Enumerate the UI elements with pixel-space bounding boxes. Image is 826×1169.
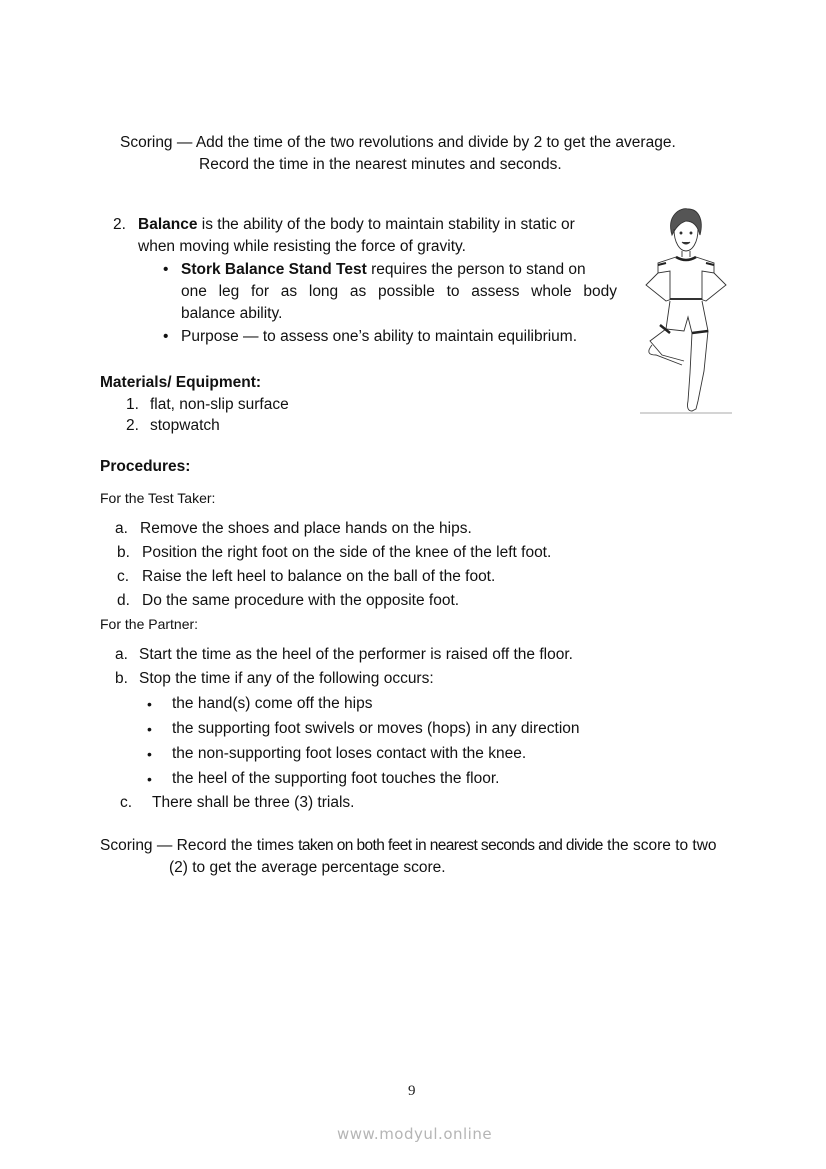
balance-definition-line-1 — [138, 216, 575, 234]
final-scoring-text-1b: taken on both feet in nearest seconds and divide — [298, 837, 603, 854]
test-taker-step-b: Position the right foot on the side of the knee of the left foot. — [142, 544, 552, 561]
partner-label: For the Partner: — [100, 616, 199, 632]
materials-item-1-number: 1. — [126, 396, 139, 413]
final-scoring-label: Scoring — — [100, 837, 177, 854]
test-taker-step-b-letter: b. — [117, 544, 130, 561]
stork-test-text-1: requires the person to stand on — [366, 261, 586, 278]
page-number: 9 — [408, 1083, 416, 1099]
balance-definition-line-2: when moving while resisting the force of gravity. — [138, 238, 466, 255]
test-taker-step-d: Do the same procedure with the opposite foot. — [142, 592, 460, 609]
stork-test-line-2: one leg for as long as possible to assess whole body — [181, 283, 617, 300]
stop-condition-4: the heel of the supporting foot touches the floor. — [172, 770, 500, 787]
test-taker-step-a: Remove the shoes and place hands on the hips. — [140, 520, 472, 537]
stork-balance-figure-illustration — [636, 205, 736, 420]
intro-scoring-label: Scoring — — [120, 134, 196, 151]
partner-step-a: Start the time as the heel of the performer is raised off the floor. — [139, 646, 573, 663]
bullet-icon: • — [147, 696, 152, 712]
balance-term: Balance — [138, 216, 198, 233]
materials-item-2-number: 2. — [126, 417, 139, 434]
stop-condition-1: the hand(s) come off the hips — [172, 695, 373, 712]
bullet-icon: • — [147, 746, 152, 762]
test-taker-step-c-letter: c. — [117, 568, 130, 585]
stop-condition-2: the supporting foot swivels or moves (hops) in any direction — [172, 720, 580, 737]
final-scoring-line-1 — [100, 837, 717, 855]
partner-step-b: Stop the time if any of the following occurs: — [139, 670, 434, 687]
intro-scoring-line-2: Record the time in the nearest minutes and seconds. — [199, 156, 562, 173]
test-taker-step-c: Raise the left heel to balance on the ball of the foot. — [142, 568, 496, 585]
test-taker-label: For the Test Taker: — [100, 490, 216, 506]
test-taker-step-a-letter: a. — [115, 520, 128, 537]
stop-condition-3: the non-supporting foot loses contact with the knee. — [172, 745, 527, 762]
procedures-heading: Procedures: — [100, 458, 191, 475]
stork-test-term: Stork Balance Stand Test — [181, 261, 367, 278]
final-scoring-text-1a: Record the times — [176, 837, 299, 854]
purpose-text: Purpose — to assess one’s ability to maintain equilibrium. — [181, 328, 578, 345]
watermark-link[interactable]: www.modyul.online — [337, 1125, 493, 1143]
materials-item-1: flat, non-slip surface — [150, 396, 289, 413]
balance-number: 2. — [113, 216, 126, 233]
partner-step-b-letter: b. — [115, 670, 128, 687]
bullet-icon: • — [163, 261, 169, 278]
final-scoring-line-2: (2) to get the average percentage score. — [169, 859, 446, 876]
bullet-icon: • — [163, 328, 169, 345]
stork-test-line-1 — [181, 261, 586, 279]
partner-step-c-letter: c. — [120, 794, 133, 811]
intro-scoring-line-1 — [120, 134, 676, 152]
bullet-icon: • — [147, 771, 152, 787]
test-taker-step-d-letter: d. — [117, 592, 130, 609]
bullet-icon: • — [147, 721, 152, 737]
materials-item-2: stopwatch — [150, 417, 220, 434]
intro-scoring-text-1: Add the time of the two revolutions and divide by 2 to get the average. — [195, 134, 676, 151]
final-scoring-text-1c: the score to two — [602, 837, 717, 854]
partner-step-a-letter: a. — [115, 646, 128, 663]
partner-step-c: There shall be three (3) trials. — [152, 794, 355, 811]
stork-test-line-3: balance ability. — [181, 305, 283, 322]
balance-definition-text-1: is the ability of the body to maintain stability in static or — [197, 216, 575, 233]
materials-heading: Materials/ Equipment: — [100, 374, 262, 391]
